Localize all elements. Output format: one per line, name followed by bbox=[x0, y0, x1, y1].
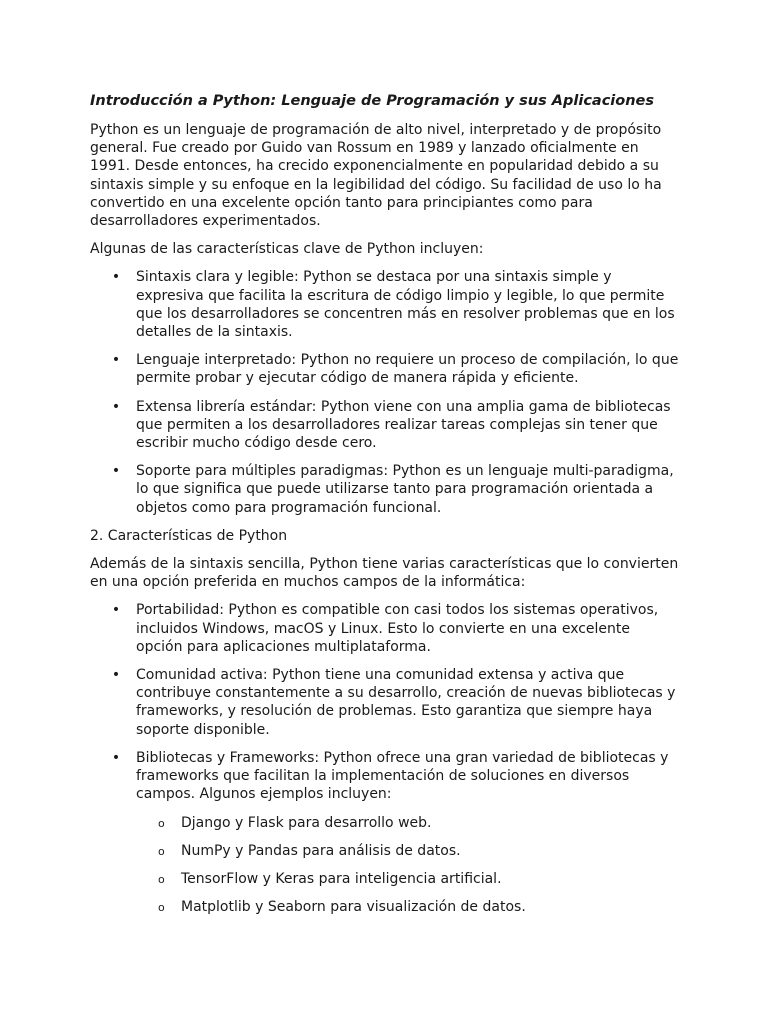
sub-list-item-text: NumPy y Pandas para análisis de datos. bbox=[181, 842, 461, 859]
list-item-text: Comunidad activa: Python tiene una comunidad extensa y activa que contribuye constantemente a su desarrollo, creación de nuevas bibliotecas y frameworks, y resolución de problemas. Esto garantiza que siempre haya soporte disponible. bbox=[136, 667, 676, 738]
list-item bbox=[90, 268, 680, 341]
list-item bbox=[90, 398, 680, 453]
list-item-text: Portabilidad: Python es compatible con casi todos los sistemas operativos, incluidos Windows, macOS y Linux. Esto lo convierte en una excelente opción para aplicaciones multiplataforma. bbox=[136, 602, 659, 655]
section-2-list bbox=[90, 601, 680, 916]
sub-list-item-text: TensorFlow y Keras para inteligencia artificial. bbox=[181, 870, 502, 887]
list-item-text: Extensa librería estándar: Python viene con una amplia gama de bibliotecas que permiten a los desarrolladores realizar tareas complejas sin tener que escribir mucho código desde cero. bbox=[136, 398, 671, 452]
bullet-icon: • bbox=[111, 352, 121, 369]
sub-list-item-text: Matplotlib y Seaborn para visualización de datos. bbox=[181, 899, 526, 916]
bullet-icon: • bbox=[111, 602, 121, 619]
list-item bbox=[90, 351, 680, 387]
features-list bbox=[90, 268, 680, 516]
circle-bullet-icon: o bbox=[158, 816, 165, 830]
section-2-heading: 2. Características de Python bbox=[90, 527, 288, 544]
list-item bbox=[90, 749, 680, 916]
bullet-icon: • bbox=[111, 667, 121, 684]
bullet-icon: • bbox=[111, 749, 121, 766]
bullet-icon: • bbox=[111, 398, 121, 415]
list-item bbox=[90, 462, 680, 517]
bullet-icon: • bbox=[111, 269, 121, 286]
document-title: Introducción a Python: Lenguaje de Programación y sus Aplicaciones bbox=[90, 93, 655, 109]
section-2-intro: Además de la sintaxis sencilla, Python tiene varias características que lo convierten en una opción preferida en muchos campos de la informática: bbox=[90, 556, 679, 591]
sub-list-item bbox=[136, 842, 680, 860]
sub-list-item bbox=[136, 898, 680, 916]
sub-list-item-text: Django y Flask para desarrollo web. bbox=[181, 814, 432, 831]
list-item-text: Bibliotecas y Frameworks: Python ofrece una gran variedad de bibliotecas y frameworks que facilitan la implementación de soluciones en diversos campos. Algunos ejemplos incluyen: bbox=[136, 749, 669, 803]
sub-list-item bbox=[136, 870, 680, 888]
list-item bbox=[90, 601, 680, 656]
list-item-text: Sintaxis clara y legible: Python se destaca por una sintaxis simple y expresiva que facilita la escritura de código limpio y legible, lo que permite que los desarrolladores se concentren más en resolver problemas que en los detalles de la sintaxis. bbox=[136, 269, 675, 341]
bullet-icon: • bbox=[111, 463, 121, 480]
circle-bullet-icon: o bbox=[158, 872, 165, 886]
list-item bbox=[90, 666, 680, 739]
sub-list-item bbox=[136, 814, 680, 832]
examples-list bbox=[136, 814, 680, 917]
circle-bullet-icon: o bbox=[158, 844, 165, 858]
features-intro: Algunas de las características clave de Python incluyen: bbox=[90, 241, 484, 258]
list-item-text: Lenguaje interpretado: Python no requiere un proceso de compilación, lo que permite probar y ejecutar código de manera rápida y eficiente. bbox=[136, 352, 679, 387]
list-item-text: Soporte para múltiples paradigmas: Python es un lenguaje multi-paradigma, lo que significa que puede utilizarse tanto para programación orientada a objetos como para programación funcional. bbox=[136, 463, 674, 516]
circle-bullet-icon: o bbox=[158, 901, 165, 915]
intro-paragraph: Python es un lenguaje de programación de alto nivel, interpretado y de propósito general. Fue creado por Guido van Rossum en 1989 y lanzado oficialmente en 1991. Desde entonces, ha crecido exponencialmente en popularidad debido a su sintaxis simple y su enfoque en la legibilidad del código. Su facilidad de uso lo ha convertido en una excelente opción tanto para principiantes como para desarrolladores experimentados. bbox=[90, 122, 662, 230]
